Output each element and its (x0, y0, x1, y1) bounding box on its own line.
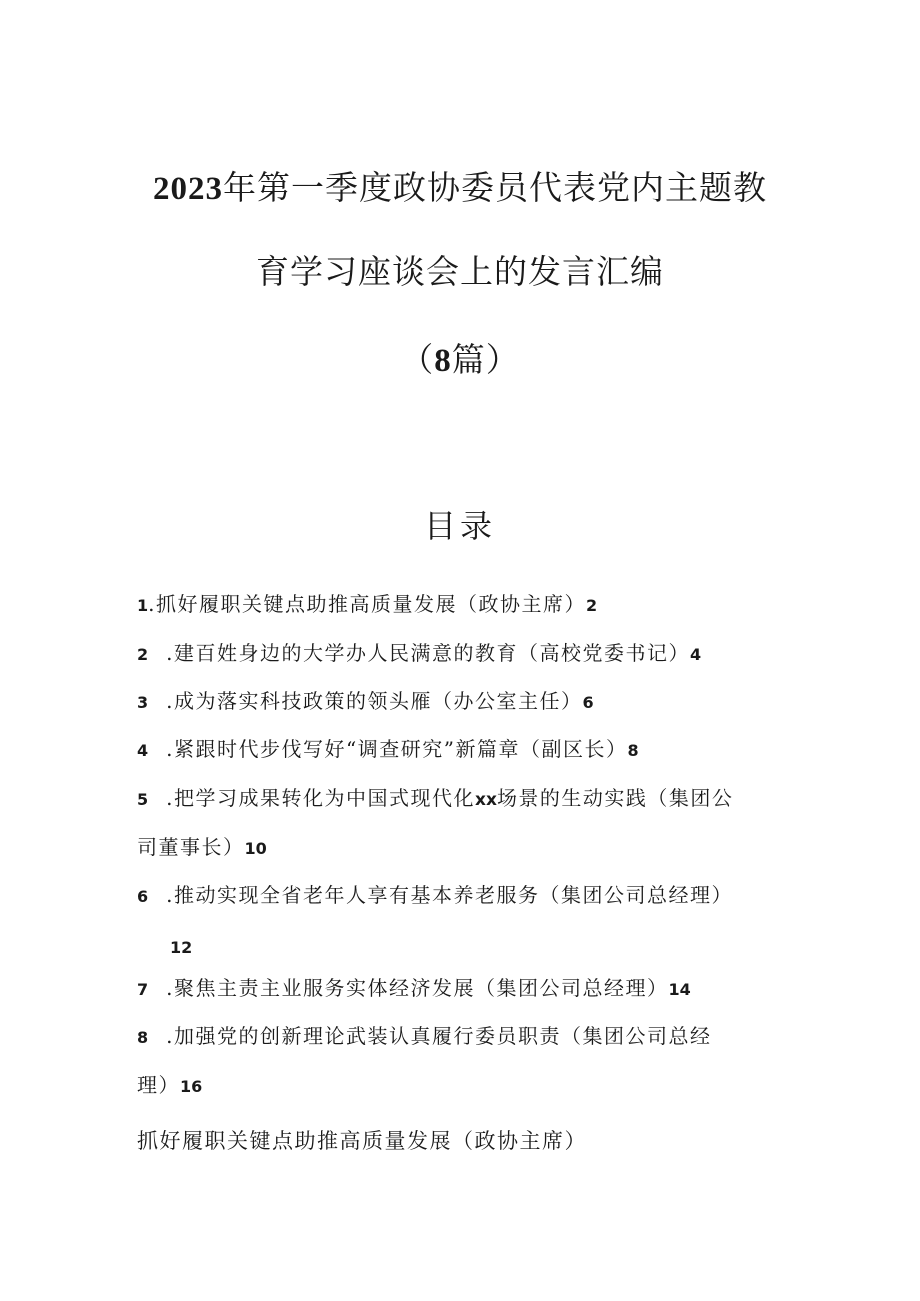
toc-item-sep: . (166, 737, 174, 761)
toc-item-placeholder: xx (475, 790, 497, 810)
toc-item-sep: . (148, 592, 156, 616)
document-article-count (0, 340, 920, 381)
toc-item-page: 16 (180, 1077, 203, 1096)
toc-item-page: 6 (582, 693, 594, 712)
toc-item-text: 加强党的创新理论武装认真履行委员职责（集团公司总经 (174, 1024, 712, 1048)
toc-item-text: 推动实现全省老年人享有基本养老服务（集团公司总经理） (174, 883, 733, 907)
toc-item-number: 7 (137, 980, 149, 999)
toc-item-sep: . (166, 883, 174, 907)
toc-item-5[interactable] (137, 786, 797, 812)
toc-item-6-continuation[interactable] (170, 934, 192, 960)
toc-item-number: 4 (137, 741, 149, 760)
document-title-line-2: 育学习座谈会上的发言汇编 (256, 252, 664, 291)
toc-item-number: 6 (137, 887, 149, 906)
toc-item-sep: . (166, 786, 174, 810)
toc-item-text: 成为落实科技政策的领头雁（办公室主任） (174, 689, 583, 713)
toc-item-number: 8 (137, 1028, 149, 1047)
count-number: 8 (434, 343, 452, 379)
toc-item-sep: . (166, 641, 174, 665)
toc-item-text-a: 把学习成果转化为中国式现代化 (174, 786, 475, 810)
toc-item-8[interactable] (137, 1024, 797, 1050)
title-line-1-text: 年第一季度政协委员代表党内主题教 (223, 168, 767, 207)
toc-item-2[interactable] (137, 641, 797, 667)
toc-item-text-cont: 理） (137, 1073, 180, 1097)
toc-item-text: 建百姓身边的大学办人民满意的教育（高校党委书记） (174, 641, 690, 665)
section-heading: 抓好履职关键点助推高质量发展（政协主席） (137, 1129, 587, 1153)
toc-item-8-continuation[interactable] (137, 1073, 202, 1099)
toc-item-6[interactable] (137, 883, 797, 909)
toc-item-text: 紧跟时代步伐写好“调查研究”新篇章（副区长） (174, 737, 628, 761)
toc-item-text: 聚焦主责主业服务实体经济发展（集团公司总经理） (174, 976, 669, 1000)
toc-item-text: 抓好履职关键点助推高质量发展（政协主席） (156, 592, 586, 616)
toc-item-number: 3 (137, 693, 149, 712)
document-title-line-1 (0, 168, 920, 209)
title-year: 2023 (153, 171, 223, 207)
toc-item-3[interactable] (137, 689, 797, 715)
toc-item-page: 14 (668, 980, 691, 999)
count-open-paren: （ (400, 340, 435, 379)
toc-item-number: 2 (137, 645, 149, 664)
toc-item-sep: . (166, 976, 174, 1000)
toc-heading: 目录 (423, 507, 496, 545)
toc-item-page: 2 (586, 596, 598, 615)
count-suffix: 篇） (451, 340, 520, 379)
toc-item-sep: . (166, 689, 174, 713)
toc-item-number: 1 (137, 596, 149, 615)
toc-item-page: 10 (244, 839, 267, 858)
toc-item-5-continuation[interactable] (137, 835, 267, 861)
toc-item-page: 8 (627, 741, 639, 760)
toc-item-text-b: 场景的生动实践（集团公 (496, 786, 734, 810)
toc-item-number: 5 (137, 790, 149, 809)
toc-item-4[interactable] (137, 737, 797, 763)
toc-item-1[interactable] (137, 592, 797, 618)
toc-item-7[interactable] (137, 976, 797, 1002)
toc-item-page: 4 (690, 645, 702, 664)
toc-item-sep: . (166, 1024, 174, 1048)
toc-item-text-cont: 司董事长） (137, 835, 245, 859)
toc-item-page: 12 (170, 938, 193, 957)
